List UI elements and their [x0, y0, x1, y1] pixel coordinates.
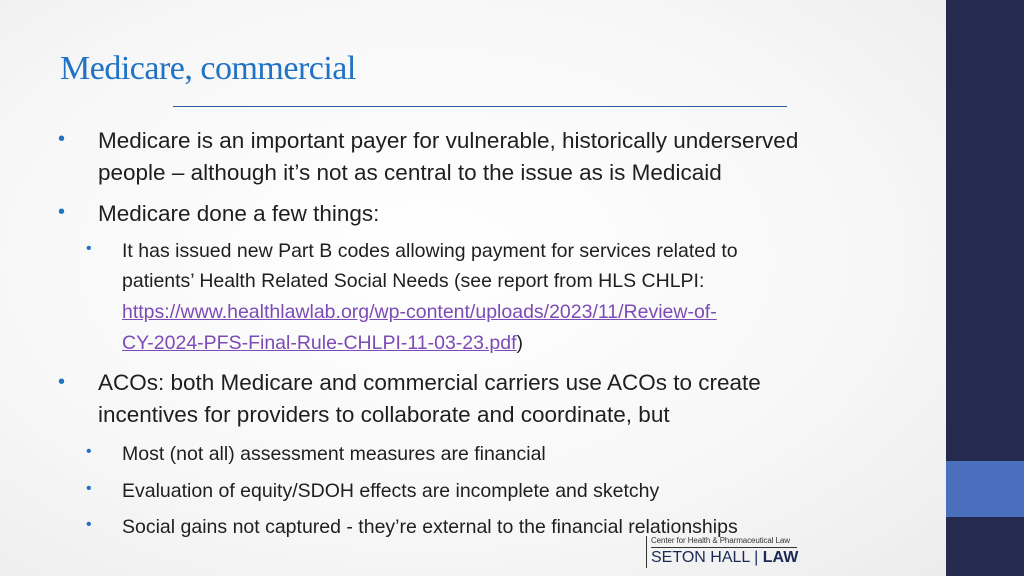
side-accent [946, 461, 1024, 517]
sub-bullet-3-1: Most (not all) assessment measures are financial [122, 443, 546, 465]
bullet-3-line-2: incentives for providers to collaborate and coordinate, but [98, 402, 670, 427]
seton-hall-law-logo [646, 536, 799, 568]
report-link-line-2[interactable]: CY-2024-PFS-Final-Rule-CHLPI-11-03-23.pdf [122, 332, 517, 354]
bullet-marker: • [58, 371, 66, 393]
bullet-1-line-2: people – although it’s not as central to the issue as is Medicaid [98, 160, 722, 185]
sub-bullet-3-2: Evaluation of equity/SDOH effects are incomplete and sketchy [122, 480, 660, 502]
bullet-marker: • [58, 128, 66, 150]
slide-title: Medicare, commercial [60, 50, 356, 87]
closing-paren: ) [516, 332, 524, 354]
sub-bullet-marker: • [86, 240, 92, 257]
logo-wordmark [651, 549, 798, 567]
bullet-2: Medicare done a few things: [98, 201, 380, 226]
logo-law: LAW [762, 549, 799, 566]
bullet-1-line-1: Medicare is an important payer for vulnerable, historically underserved [98, 128, 799, 153]
sub-bullet-marker: • [86, 516, 92, 533]
logo-school-name: SETON HALL [651, 549, 750, 566]
sub-bullet-marker: • [86, 443, 92, 460]
bullet-3-line-1: ACOs: both Medicare and commercial carriers use ACOs to create [98, 370, 761, 395]
sub-bullet-2-1-line-2: patients’ Health Related Social Needs (see report from HLS CHLPI: [122, 270, 705, 292]
report-link-line-1[interactable]: https://www.healthlawlab.org/wp-content/uploads/2023/11/Review-of- [122, 301, 717, 323]
sub-bullet-marker: • [86, 480, 92, 497]
sub-bullet-3-3: Social gains not captured - they’re external to the financial relationships [122, 516, 738, 538]
logo-separator: | [754, 549, 759, 566]
logo-divider [651, 547, 797, 548]
sub-bullet-2-1-line-4 [122, 328, 523, 358]
title-underline [173, 106, 787, 107]
sub-bullet-2-1-line-1: It has issued new Part B codes allowing payment for services related to [122, 240, 738, 262]
bullet-marker: • [58, 201, 66, 223]
logo-center-name: Center for Health & Pharmaceutical Law [651, 536, 790, 545]
